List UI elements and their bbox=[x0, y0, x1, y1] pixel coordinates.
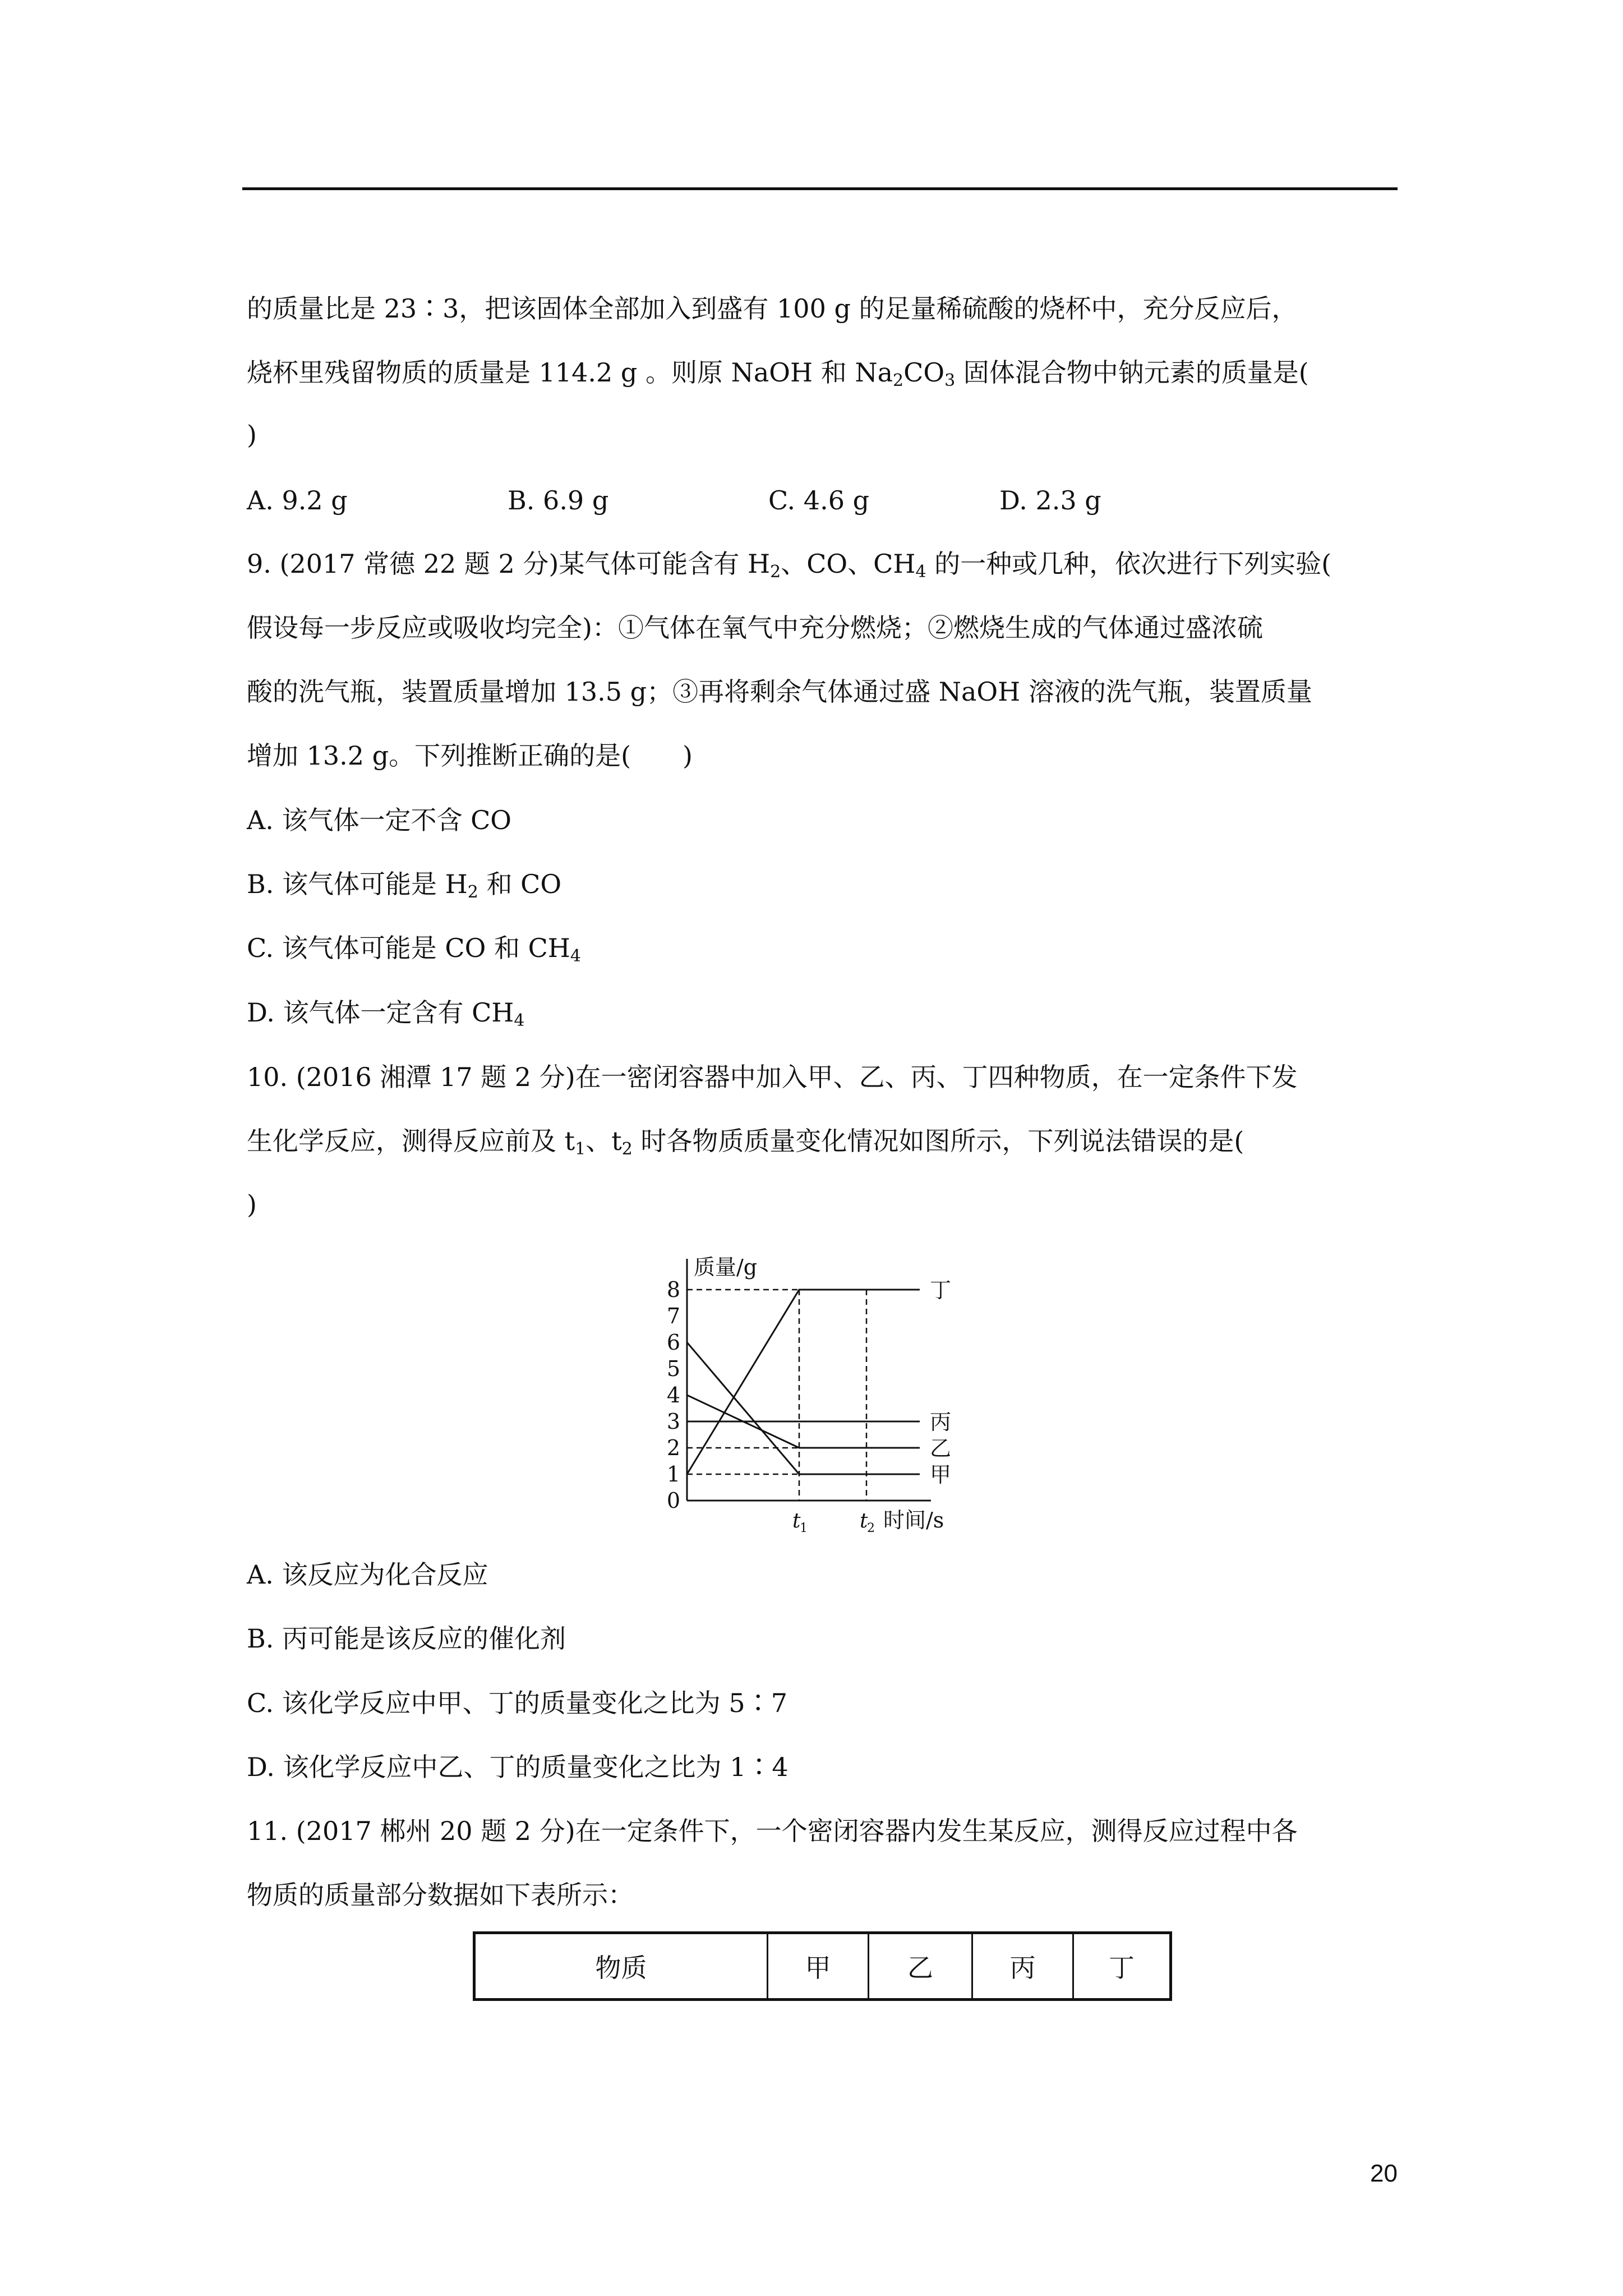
x-axis-label: 时间/s bbox=[883, 1508, 944, 1533]
table-header-row bbox=[474, 1933, 1171, 2000]
q11-line-2: 物质的质量部分数据如下表所示： bbox=[247, 1880, 634, 1910]
y-tick-label: 6 bbox=[666, 1330, 680, 1355]
table-header-cell: 丁 bbox=[1073, 1933, 1171, 2000]
q8-line-1: 的质量比是 23∶3，把该固体全部加入到盛有 100 g 的足量稀硫酸的烧杯中，充分反应后， bbox=[247, 293, 1298, 324]
q10-line-1: 10. (2016 湘潭 17 题 2 分)在一密闭容器中加入甲、乙、丙、丁四种物质，在一定条件下发 bbox=[247, 1062, 1298, 1092]
series-label: 甲 bbox=[930, 1462, 952, 1487]
y-tick-label: 1 bbox=[666, 1462, 680, 1487]
table-header-cell: 乙 bbox=[869, 1933, 972, 2000]
q8-option-b: B. 6.9 g bbox=[508, 485, 609, 516]
q9-line-1: 9. (2017 常德 22 题 2 分)某气体可能含有 $H_2$、CO、$CH_4$ 的一种或几种，依次进行下列实验( bbox=[247, 549, 1332, 582]
mass-time-chart bbox=[639, 1228, 998, 1548]
y-tick-label: 2 bbox=[666, 1435, 680, 1460]
q10-option-c: C. 该化学反应中甲、丁的质量变化之比为 5∶7 bbox=[247, 1688, 787, 1718]
q8-option-d: D. 2.3 g bbox=[999, 485, 1101, 516]
y-tick-label: 0 bbox=[666, 1488, 680, 1513]
table-header-cell: 甲 bbox=[768, 1933, 869, 2000]
q9-option-a: A. 该气体一定不含 CO bbox=[247, 805, 511, 835]
q8-line-2: 烧杯里残留物质的质量是 114.2 g 。则原 NaOH 和 $Na_2CO_3$ 固体混合物中钠元素的质量是( bbox=[247, 357, 1309, 390]
x-tick-subscript: 1 bbox=[800, 1521, 808, 1535]
y-axis-label: 质量/g bbox=[694, 1255, 758, 1280]
mass-table bbox=[473, 1931, 1172, 2001]
q8-line-3: ) bbox=[247, 420, 257, 450]
q10-line-3: ) bbox=[247, 1189, 257, 1220]
table-header-cell: 物质 bbox=[474, 1933, 768, 2000]
q10-line-2: 生化学反应，测得反应前及 $t_1$、$t_2$ 时各物质质量变化情况如图所示，下列说法错误的是( bbox=[247, 1126, 1244, 1159]
q9-option-b: B. 该气体可能是 $H_2$ 和 CO bbox=[247, 869, 562, 902]
x-tick-label: t bbox=[860, 1510, 868, 1533]
page-number: 20 bbox=[1370, 2160, 1398, 2187]
q9-line-2: 假设每一步反应或吸收均完全)：①气体在氧气中充分燃烧；②燃烧生成的气体通过盛浓硫 bbox=[247, 613, 1263, 643]
q11-line-1: 11. (2017 郴州 20 题 2 分)在一定条件下，一个密闭容器内发生某反应，测得反应过程中各 bbox=[247, 1816, 1298, 1846]
q8-option-a: A. 9.2 g bbox=[247, 485, 348, 516]
q10-option-a: A. 该反应为化合反应 bbox=[247, 1559, 488, 1590]
q9-line-3: 酸的洗气瓶，装置质量增加 13.5 g；③再将剩余气体通过盛 NaOH 溶液的洗气瓶，装置质量 bbox=[247, 677, 1312, 707]
x-tick-subscript: 2 bbox=[867, 1521, 875, 1535]
x-tick-label: t bbox=[792, 1510, 801, 1533]
y-tick-label: 4 bbox=[666, 1383, 680, 1407]
y-tick-label: 5 bbox=[666, 1356, 680, 1381]
q10-option-d: D. 该化学反应中乙、丁的质量变化之比为 1∶4 bbox=[247, 1752, 789, 1782]
q10-option-b: B. 丙可能是该反应的催化剂 bbox=[247, 1623, 566, 1654]
header-rule bbox=[242, 187, 1398, 190]
y-tick-label: 7 bbox=[666, 1304, 680, 1328]
q9-line-4: 增加 13.2 g。下列推断正确的是( ) bbox=[247, 740, 693, 771]
series-label: 乙 bbox=[930, 1436, 952, 1461]
table-header-cell: 丙 bbox=[972, 1933, 1073, 2000]
series-line-1 bbox=[687, 1290, 920, 1474]
q9-option-d: D. 该气体一定含有 $CH_4$ bbox=[247, 997, 525, 1030]
series-label: 丙 bbox=[930, 1410, 952, 1434]
q8-option-c: C. 4.6 g bbox=[768, 485, 870, 516]
y-tick-label: 3 bbox=[666, 1409, 680, 1434]
series-label: 丁 bbox=[930, 1278, 952, 1303]
series-line-4 bbox=[687, 1342, 920, 1474]
q9-option-c: C. 该气体可能是 CO 和 $CH_4$ bbox=[247, 933, 581, 966]
y-tick-label: 8 bbox=[666, 1277, 680, 1302]
